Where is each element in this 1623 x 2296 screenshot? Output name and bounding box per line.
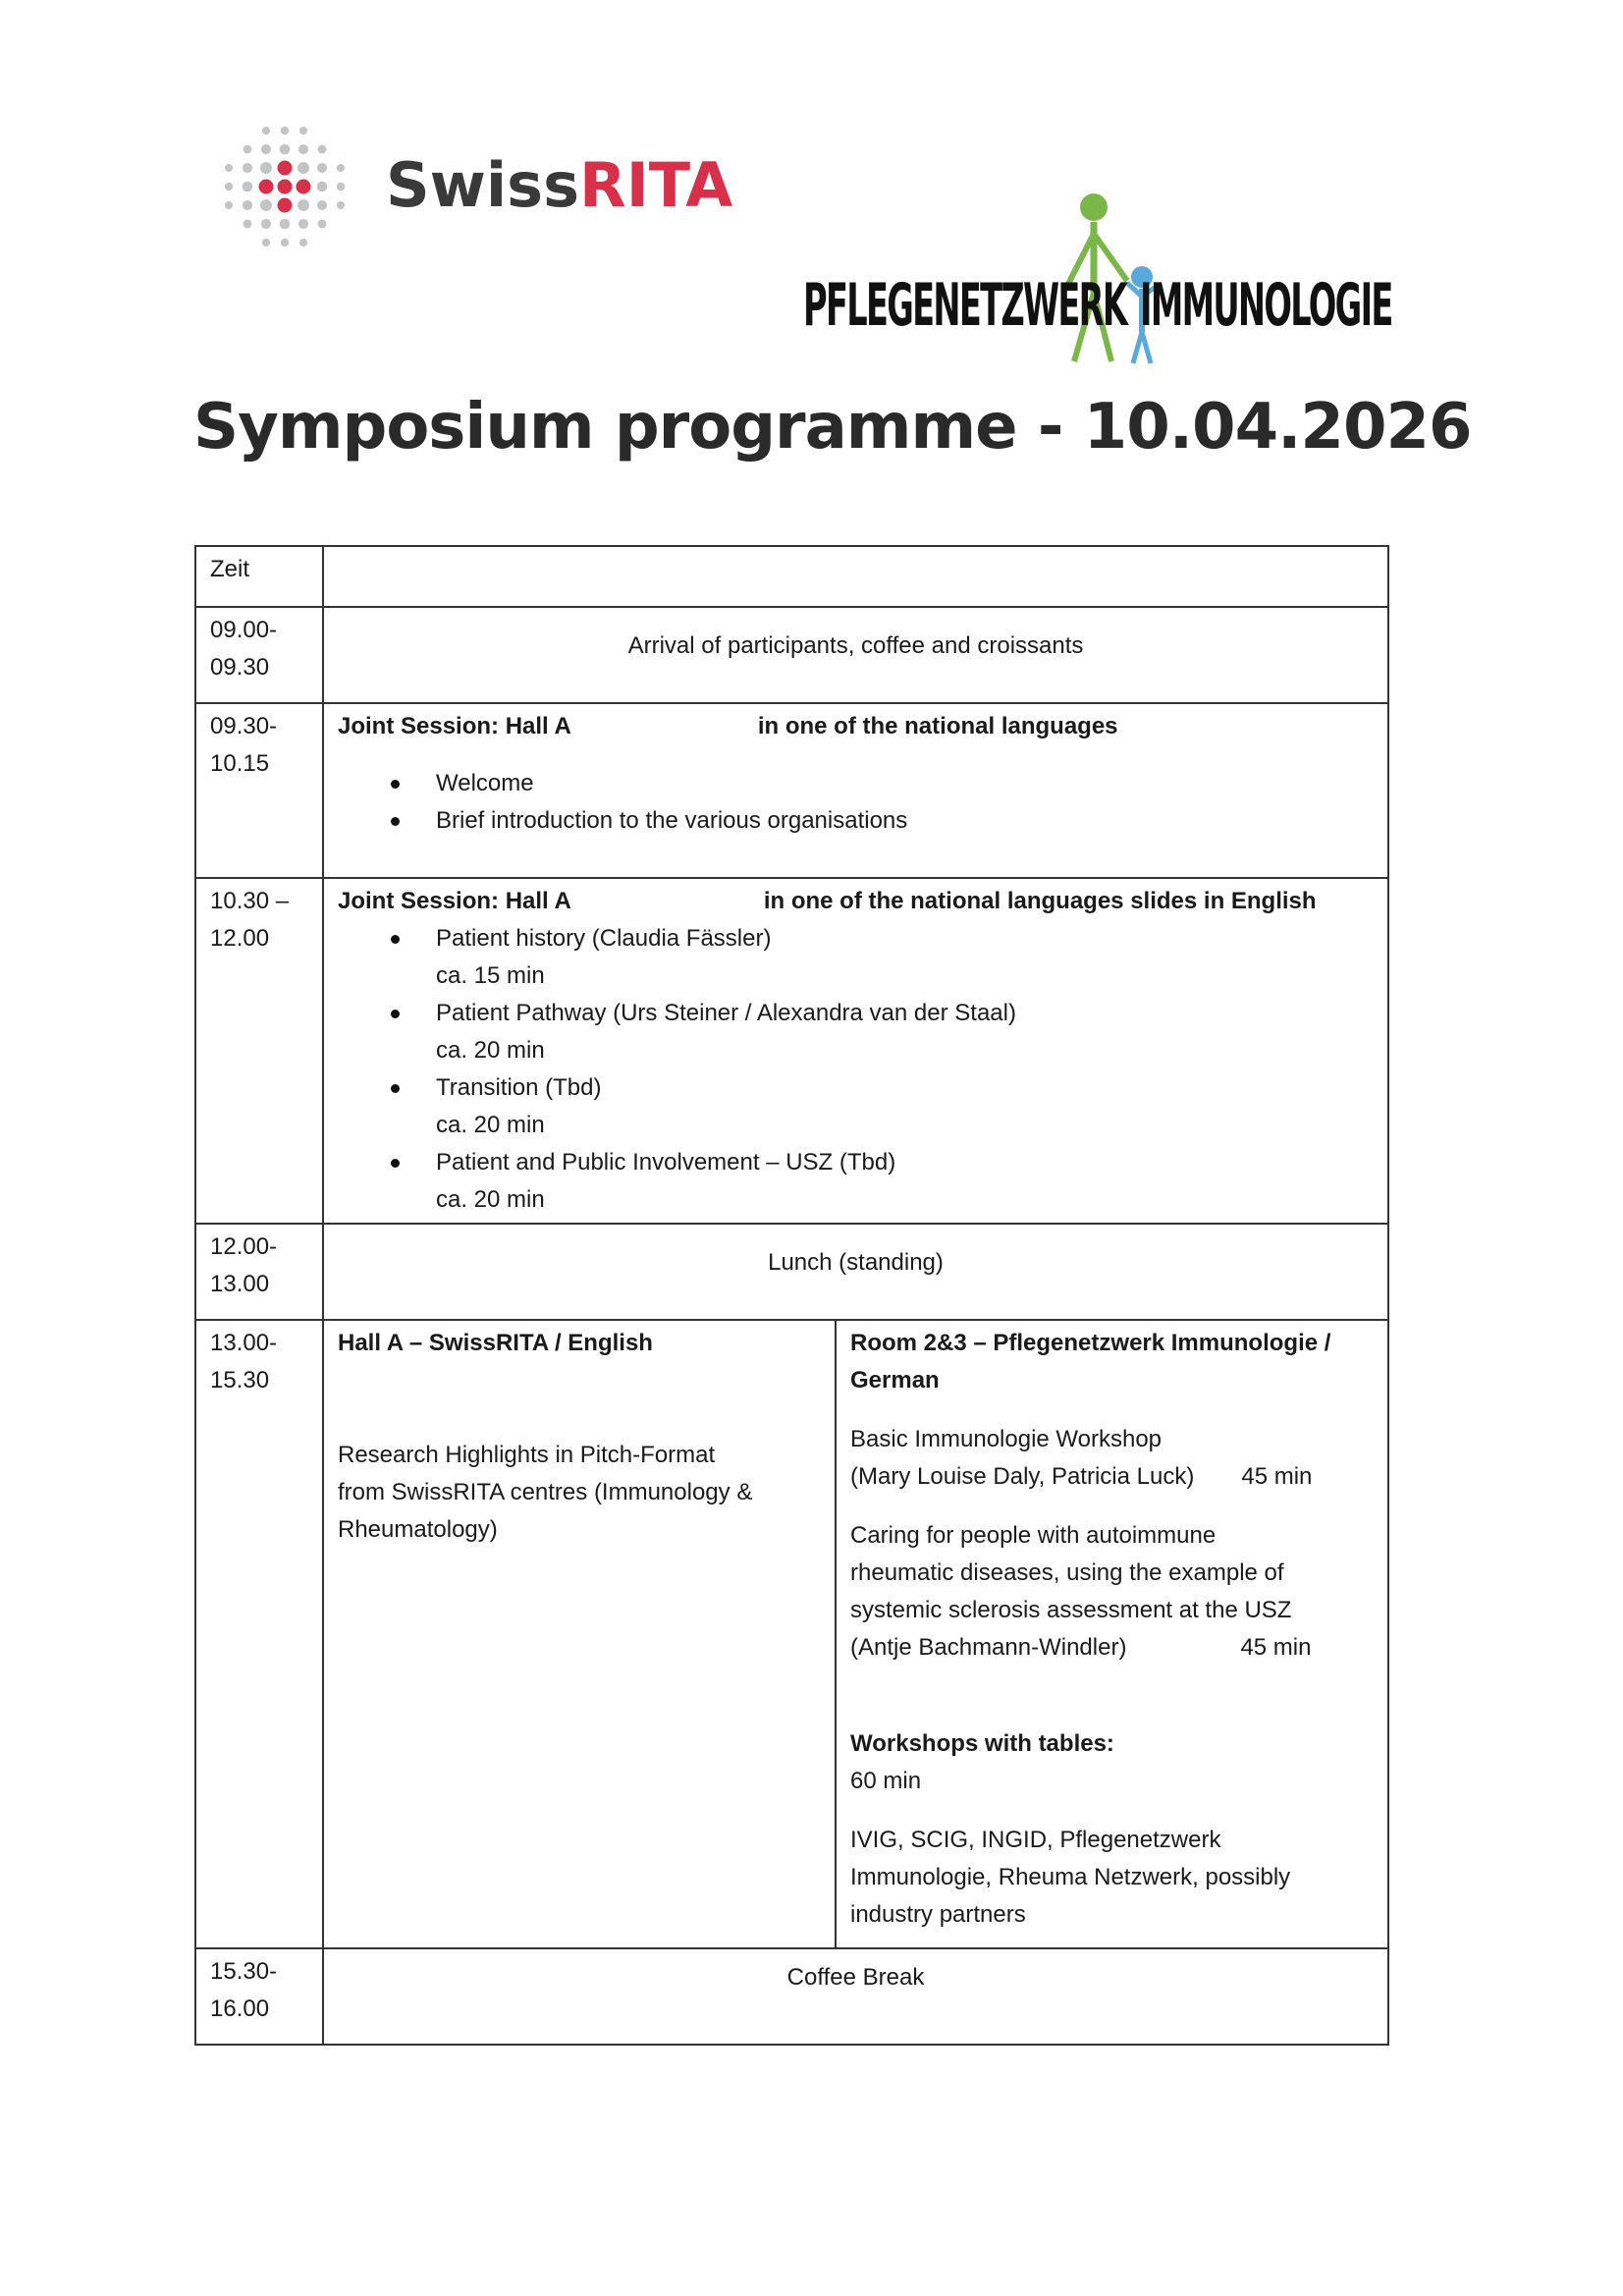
joint-session-1-cell [323, 703, 1388, 878]
gray-dot [337, 183, 345, 191]
joint-session-2-heading [338, 883, 1374, 920]
list-item [338, 920, 1374, 995]
programme-table [194, 545, 1389, 2046]
joint-session-1-hall: Joint Session: Hall A [338, 713, 571, 739]
arrival-cell: Arrival of participants, coffee and croissants [323, 607, 1388, 703]
time-cell: 15.30- 16.00 [195, 1948, 323, 2045]
red-dot [297, 180, 311, 194]
workshop-2-speaker-line [850, 1629, 1374, 1667]
gray-dot [281, 127, 289, 135]
swissrita-dot-icon [214, 120, 361, 257]
time-header: Zeit [195, 546, 323, 607]
list-item: Welcome [338, 765, 1374, 802]
workshop-1-duration: 45 min [1241, 1463, 1313, 1490]
table-row [195, 1948, 1388, 2045]
talk-title: Patient and Public Involvement – USZ (Tbd) [436, 1149, 896, 1175]
gray-dot [298, 219, 308, 229]
swissrita-logo [214, 120, 733, 257]
gray-dot [260, 162, 272, 174]
joint-session-1-list [338, 765, 1374, 840]
immunologie-wordmark: IMMUNOLOGIE [1140, 271, 1392, 340]
table-row [195, 878, 1388, 1224]
gray-dot [225, 164, 233, 172]
talk-title: Patient history (Claudia Fässler) [436, 925, 772, 952]
swissrita-wordmark-swiss: Swiss [386, 149, 579, 221]
gray-dot [225, 183, 233, 191]
red-dot [278, 198, 293, 213]
workshop-2-text: Caring for people with autoimmune rheumatic diseases, using the example of systemic sclerosis assessment at the USZ [850, 1522, 1292, 1623]
table-row [195, 703, 1388, 878]
joint-session-2-hall: Joint Session: Hall A [338, 888, 571, 914]
swissrita-wordmark [386, 149, 732, 221]
red-dot [278, 180, 293, 194]
swissrita-wordmark-rita: RITA [579, 149, 733, 221]
gray-dot [299, 239, 307, 246]
coffee-break-cell: Coffee Break [323, 1948, 1388, 2045]
time-cell: 09.30- 10.15 [195, 703, 323, 878]
tables-duration: 60 min [850, 1768, 922, 1794]
table-row [195, 1320, 1388, 1948]
talk-duration: ca. 15 min [436, 962, 545, 989]
gray-dot [280, 144, 291, 155]
room-2-3-cell [836, 1320, 1388, 1948]
content-header [323, 546, 1388, 607]
red-dot [259, 180, 274, 194]
list-item [338, 1069, 1374, 1144]
tables-text: IVIG, SCIG, INGID, Pflegenetzwerk Immunologie, Rheuma Netzwerk, possibly industry partners [850, 1827, 1291, 1928]
gray-dot [317, 200, 327, 210]
workshop-1-speakers-line [850, 1458, 1374, 1496]
pflegenetzwerk-logo [803, 185, 1392, 371]
hall-a-heading: Hall A – SwissRITA / English [338, 1330, 653, 1356]
gray-dot [243, 163, 252, 173]
gray-dot [243, 145, 252, 154]
talk-title: Transition (Tbd) [436, 1074, 602, 1101]
workshop-2-duration: 45 min [1240, 1634, 1312, 1661]
gray-dot [262, 127, 270, 135]
gray-dot [317, 163, 327, 173]
room-2-3-heading: Room 2&3 – Pflegenetzwerk Immunologie / German [850, 1330, 1331, 1394]
gray-dot [317, 182, 328, 192]
talk-duration: ca. 20 min [436, 1186, 545, 1213]
talk-duration: ca. 20 min [436, 1037, 545, 1064]
gray-dot [281, 239, 289, 246]
list-item [338, 995, 1374, 1069]
joint-session-2-language: in one of the national languages slides in English [763, 888, 1317, 914]
gray-dot [261, 219, 271, 229]
table-row [195, 607, 1388, 703]
page-title: Symposium programme - 10.04.2026 [193, 391, 1472, 464]
gray-dot [261, 144, 271, 154]
gray-dot [298, 199, 309, 211]
gray-dot [243, 220, 252, 229]
gray-dot [299, 127, 307, 135]
joint-session-1-language: in one of the national languages [757, 713, 1118, 739]
list-item [338, 1144, 1374, 1219]
workshop-2-speaker: (Antje Bachmann-Windler) [850, 1634, 1127, 1661]
workshop-1-speakers: (Mary Louise Daly, Patricia Luck) [850, 1463, 1195, 1490]
gray-dot [243, 182, 253, 192]
table-row [195, 1224, 1388, 1320]
joint-session-2-cell [323, 878, 1388, 1224]
time-cell: 13.00- 15.30 [195, 1320, 323, 1948]
tables-heading: Workshops with tables: [850, 1730, 1114, 1757]
gray-dot [280, 219, 291, 230]
gray-dot [337, 164, 345, 172]
pflegenetzwerk-wordmark: PFLEGENETZWERK [803, 271, 1127, 340]
lunch-cell: Lunch (standing) [323, 1224, 1388, 1320]
hall-a-text: Research Highlights in Pitch-Format from SwissRITA centres (Immunology & Rheumatology) [338, 1442, 753, 1543]
talk-title: Patient Pathway (Urs Steiner / Alexandra van der Staal) [436, 1000, 1016, 1026]
joint-session-2-list [338, 920, 1374, 1219]
gray-dot [298, 162, 309, 174]
gray-dot [298, 144, 308, 154]
hall-a-cell [323, 1320, 836, 1948]
gray-dot [260, 199, 272, 211]
time-cell: 10.30 – 12.00 [195, 878, 323, 1224]
joint-session-1-heading [338, 708, 1374, 745]
red-dot [278, 161, 293, 176]
talk-duration: ca. 20 min [436, 1112, 545, 1138]
gray-dot [318, 220, 327, 229]
time-cell: 12.00- 13.00 [195, 1224, 323, 1320]
gray-dot [262, 239, 270, 246]
workshop-1-title: Basic Immunologie Workshop [850, 1426, 1163, 1452]
gray-dot [243, 200, 252, 210]
gray-dot [318, 145, 327, 154]
time-cell: 09.00- 09.30 [195, 607, 323, 703]
table-header-row [195, 546, 1388, 607]
list-item: Brief introduction to the various organisations [338, 802, 1374, 840]
gray-dot [225, 201, 233, 209]
gray-dot [337, 201, 345, 209]
